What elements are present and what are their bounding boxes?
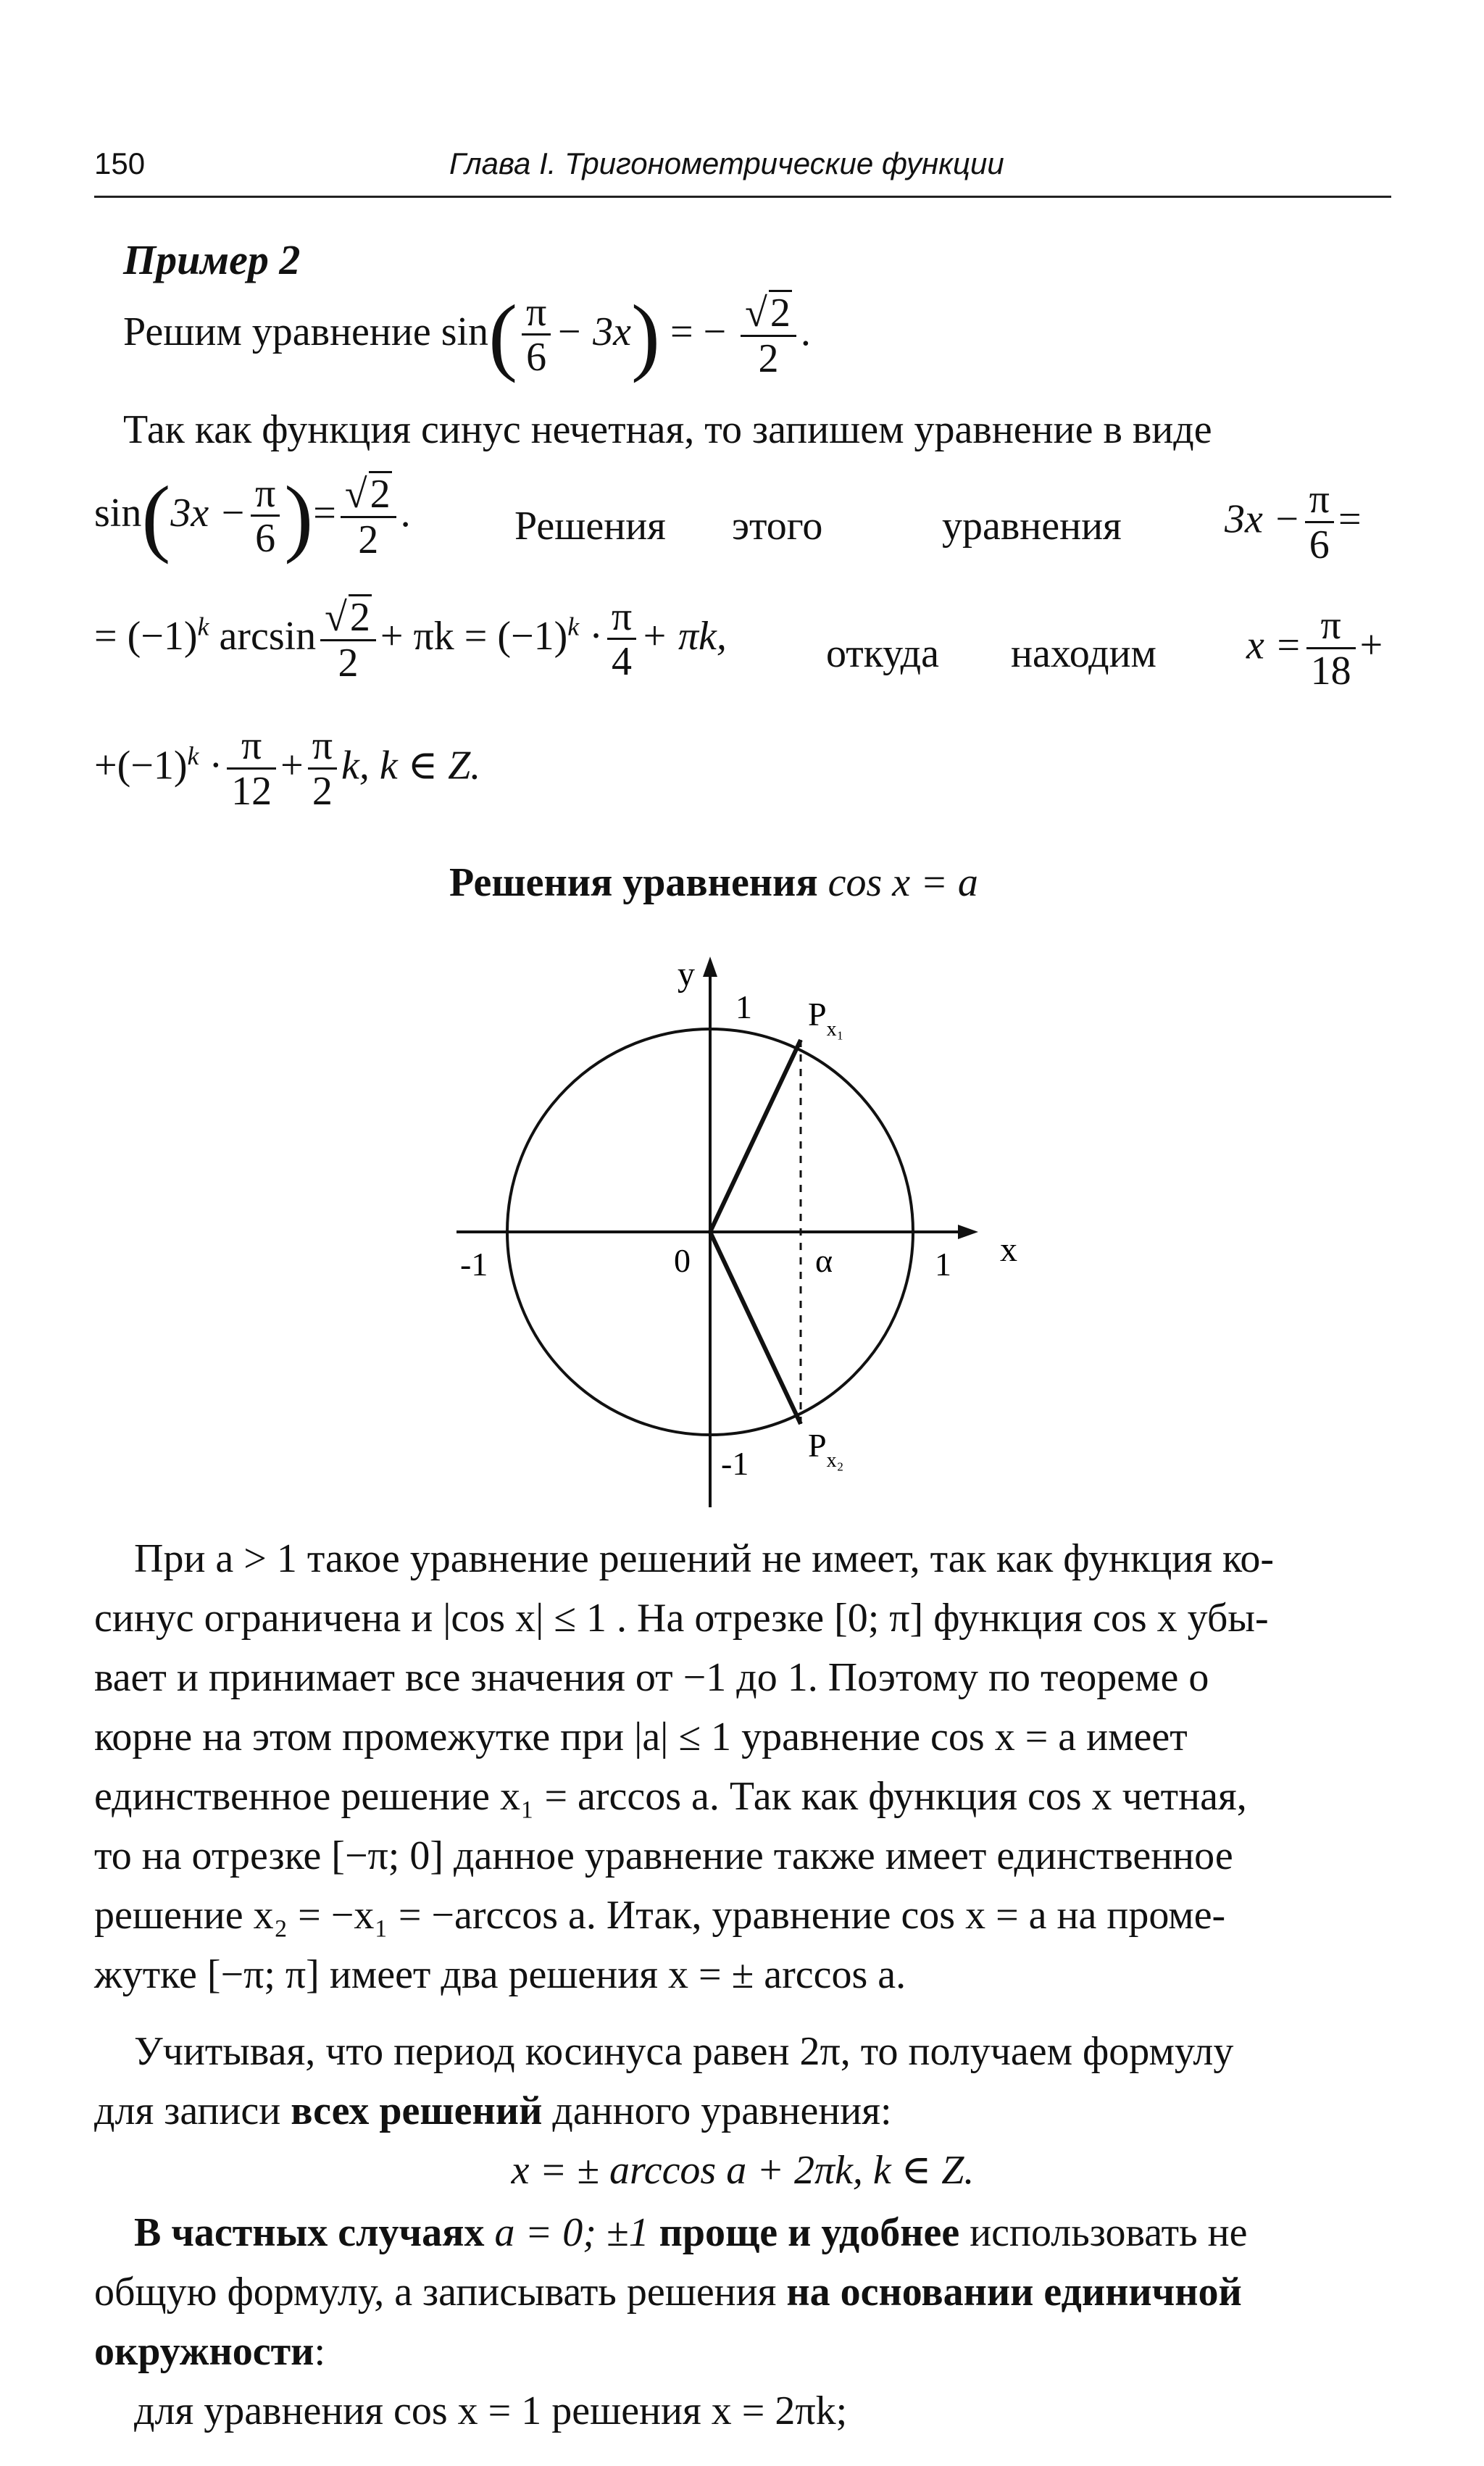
x-equals: x = (1246, 622, 1302, 668)
p2-line-1: Учитывая, что период косинуса равен 2π, то получаем формулу (134, 2029, 1234, 2074)
unit-circle-figure (406, 942, 1058, 1522)
label-minus-one-bottom: -1 (721, 1445, 749, 1482)
x-axis-arrow (958, 1225, 978, 1239)
label-minus-one-left: -1 (460, 1246, 488, 1283)
last-line: для уравнения cos x = 1 решения x = 2πk; (134, 2388, 848, 2433)
denominator: 2 (312, 768, 333, 814)
paragraph-2 (94, 2022, 1391, 2200)
right-paren: ) (630, 287, 660, 384)
label-p2 (808, 1427, 843, 1472)
numerator: π (251, 472, 280, 517)
p1-line: вает и принимает все значения от −1 до 1. Поэтому по теореме о (94, 1655, 1209, 1700)
label-p1 (808, 996, 843, 1041)
exponent-k: k (567, 612, 580, 641)
p1-line: решение x₂ = −x₁ = −arccos a. Итак, уравнение cos x = a на проме- (94, 1893, 1226, 1938)
label-zero: 0 (674, 1242, 691, 1279)
fraction-sqrt2-2 (320, 594, 376, 686)
x-axis-label: x (1000, 1230, 1017, 1269)
minus-3x: − 3x (555, 309, 631, 355)
expr-3x-minus: 3x − (170, 491, 246, 536)
word-etogo: этого (732, 504, 823, 549)
p1-line: то на отрезке [−π; 0] данное уравнение также имеет единственное (94, 1833, 1233, 1878)
colon: : (314, 2329, 325, 2374)
fraction-pi-12 (227, 725, 276, 814)
p1-line: единственное решение x₁ = arccos a. Так как функция cos x четная, (94, 1774, 1247, 1819)
minus-one-power: +(−1) (94, 743, 188, 788)
word-uravneniya: уравнения (942, 504, 1122, 549)
p3-text-2: общую формулу, а записывать решения (94, 2270, 777, 2315)
fraction-pi-6 (522, 291, 551, 380)
fraction-pi-6 (1305, 478, 1334, 567)
p3-line-1 (94, 2203, 1391, 2262)
p3-bold-2: проще и удобнее (659, 2210, 960, 2255)
radius-to-p2 (710, 1232, 801, 1424)
label-one-right: 1 (935, 1246, 951, 1283)
radicand: 2 (370, 472, 391, 517)
word-otkuda: откуда (826, 631, 939, 676)
fraction-sqrt2-2 (341, 471, 396, 562)
equation-line-3 (94, 468, 1391, 567)
expr-3x-minus: 3x − (1225, 496, 1301, 542)
fraction-pi-18 (1306, 604, 1356, 693)
p3-math: a = 0; ±1 (494, 2210, 649, 2255)
p2-line-2 (94, 2081, 1391, 2141)
denominator: 6 (526, 335, 547, 380)
denominator: 2 (758, 336, 779, 381)
p3-bold-3: на основании единичной (786, 2270, 1242, 2315)
equation-line-4 (94, 593, 1391, 693)
dot-operator: · (209, 743, 223, 788)
x-equals-expression (1246, 604, 1383, 693)
p3-line-3 (94, 2322, 1391, 2381)
equals-minus: = − (670, 309, 727, 355)
equals: = (1338, 496, 1362, 542)
denominator: 6 (255, 516, 276, 562)
numerator: π (1305, 478, 1334, 523)
p1-letter: P (808, 996, 827, 1033)
exponent-k: k (187, 741, 199, 770)
minus-one-power: = (−1) (94, 614, 198, 659)
arcsin-fn: arcsin (219, 614, 317, 659)
right-paren: ) (284, 468, 314, 565)
section-heading-math: cos x = a (828, 860, 978, 905)
sin-fn: sin (441, 309, 489, 355)
k-in-z: k, k ∈ Z. (341, 743, 481, 788)
plus-pik: + πk, (641, 614, 727, 659)
fraction-pi-6 (251, 472, 280, 562)
radius-to-p1 (710, 1040, 801, 1232)
example-equation-line (123, 287, 811, 384)
p1-line: жутке [−π; π] имеет два решения x = ± arccos a. (94, 1952, 906, 1997)
numerator: π (522, 291, 551, 336)
p1-subscript: x₁ (826, 1018, 844, 1041)
numerator: √2 (320, 594, 376, 641)
section-heading-text: Решения уравнения (449, 860, 818, 905)
denominator: 2 (358, 517, 379, 562)
p3-line-2 (94, 2262, 1391, 2322)
word-nakhodim: находим (1011, 631, 1156, 676)
equation-line-5 (94, 725, 480, 814)
exponent-k: k (197, 612, 209, 641)
word-resheniya: Решения (514, 504, 666, 549)
p3-bold-4: окружности (94, 2329, 314, 2374)
label-one-top: 1 (735, 988, 752, 1025)
p1-line: корне на этом промежутке при |a| ≤ 1 уравнение cos x = a имеет (94, 1715, 1188, 1759)
p2-text: для записи (94, 2088, 281, 2133)
page-header (94, 138, 1391, 198)
y-axis-arrow (703, 957, 717, 977)
numerator: √2 (341, 471, 396, 518)
p1-line: При a > 1 такое уравнение решений не имеет, так как функция ко- (134, 1536, 1275, 1581)
general-formula: x = ± arccos a + 2πk, k ∈ Z. (511, 2148, 975, 2193)
numerator: π (1306, 604, 1356, 649)
denominator: 4 (612, 639, 633, 685)
denominator: 18 (1310, 648, 1351, 693)
plus: + (280, 743, 304, 788)
p3-text: использовать не (970, 2210, 1248, 2255)
section-heading (449, 862, 978, 903)
radicand: 2 (770, 291, 791, 336)
sin-fn: sin (94, 491, 142, 536)
text-line-2: Так как функция синус нечетная, то запишем уравнение в виде (123, 407, 1212, 452)
dot-operator: · (589, 614, 603, 659)
running-head: Глава I. Тригонометрические функции (449, 146, 1004, 180)
left-paren: ( (141, 468, 171, 565)
p2-letter: P (808, 1427, 827, 1464)
numerator: π (308, 725, 337, 770)
example-title: Пример 2 (123, 236, 301, 283)
p2-bold: всех решений (291, 2088, 543, 2133)
intro-text: Решим уравнение (123, 309, 431, 355)
tail-expression (1225, 478, 1362, 567)
fraction-pi-2 (308, 725, 337, 814)
p2-subscript: x₂ (826, 1449, 844, 1472)
paragraph-3 (94, 2203, 1391, 2441)
page-number: 150 (94, 146, 146, 180)
left-paren: ( (488, 287, 518, 384)
y-axis-label: y (678, 955, 695, 994)
label-alpha: α (815, 1242, 833, 1279)
p3-bold-1: В частных случаях (134, 2210, 485, 2255)
fraction-pi-4 (607, 593, 636, 685)
numerator: π (607, 596, 636, 641)
period: . (800, 309, 811, 355)
equals: = (313, 491, 336, 536)
p2-text-end: данного уравнения: (552, 2088, 892, 2133)
numerator: √2 (741, 290, 796, 337)
denominator: 12 (231, 768, 272, 814)
plus: + (1359, 622, 1383, 668)
p1-line: синус ограничена и |cos x| ≤ 1 . На отрезке [0; π] функция cos x убы- (94, 1596, 1269, 1641)
numerator: π (227, 725, 276, 770)
radicand: 2 (349, 595, 370, 640)
denominator: 2 (338, 640, 359, 686)
period: . (400, 491, 411, 536)
denominator: 6 (1309, 522, 1330, 567)
paragraph-1 (94, 1529, 1391, 2004)
fraction-sqrt2-2 (741, 290, 796, 381)
plus-pik-term: + πk = (−1) (380, 614, 568, 659)
